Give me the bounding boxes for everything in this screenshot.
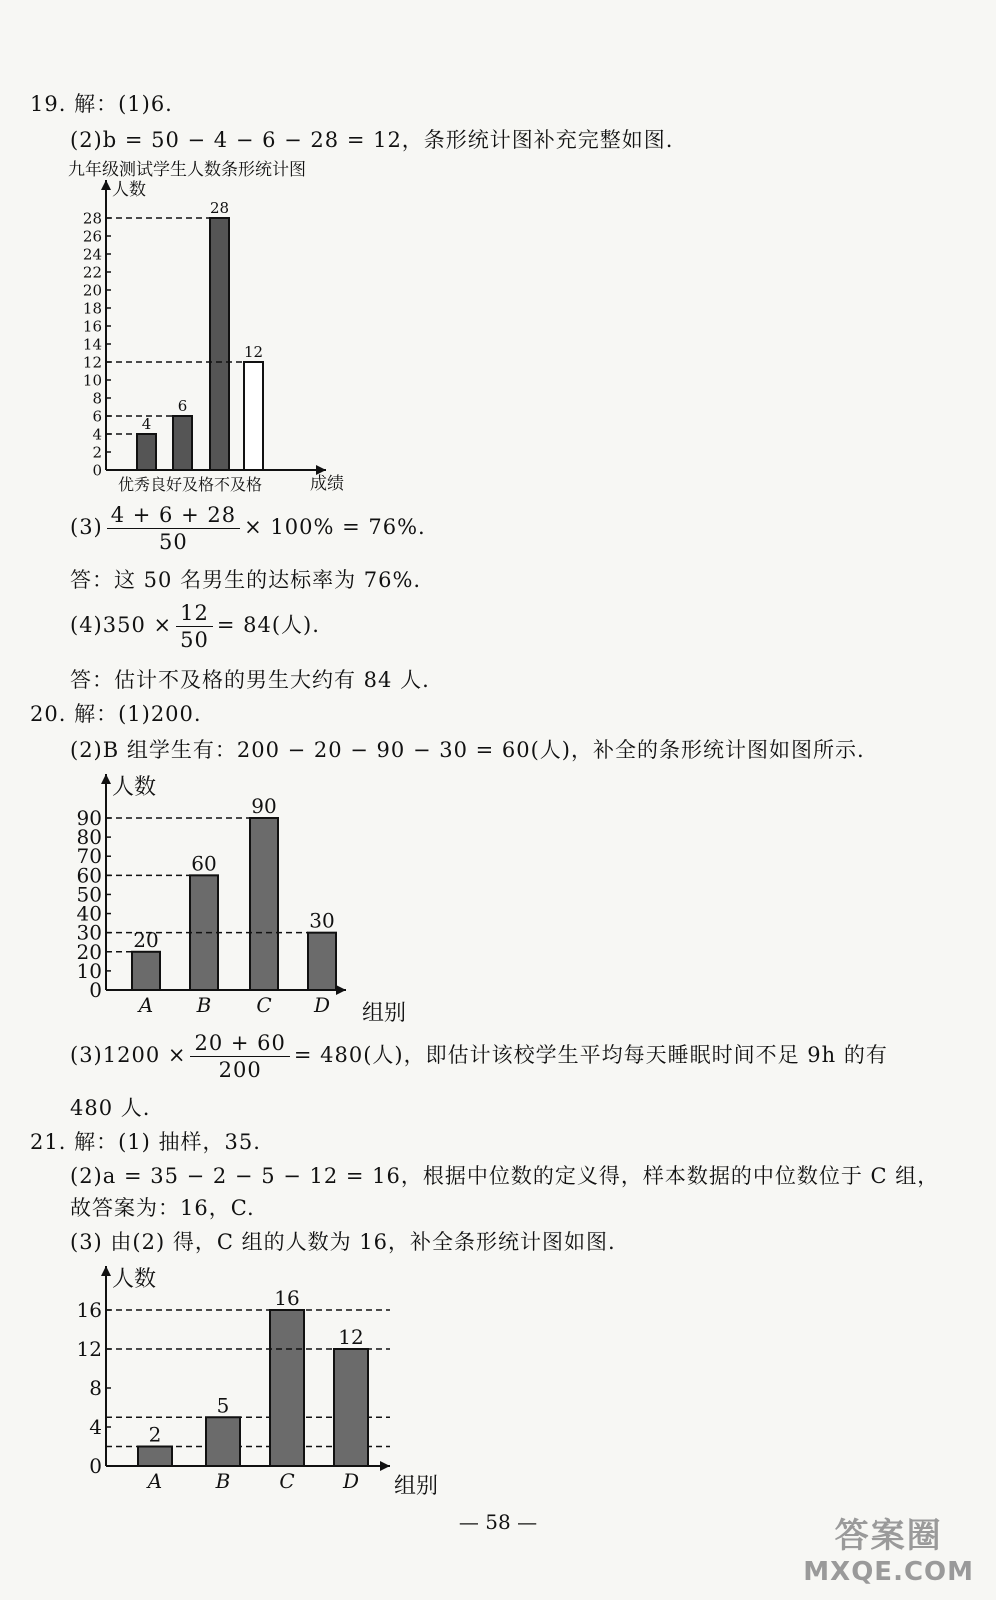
- watermark-line1: 答案圈: [834, 1516, 943, 1556]
- y-tick-label: 40: [76, 901, 102, 926]
- q20-line3-prefix: (3)1200 ×: [70, 1043, 187, 1067]
- q20-line2: (2)B 组学生有：200 − 20 − 90 − 30 = 60(人)，补全的条形统计图如图所示.: [70, 738, 865, 762]
- data-label: 28: [209, 199, 230, 217]
- y-tick-label: 50: [76, 882, 102, 907]
- bar-B: [206, 1417, 240, 1466]
- data-label: 12: [243, 343, 264, 361]
- y-tick-label: 20: [82, 281, 102, 300]
- q21-line1: 21. 解：(1) 抽样，35.: [30, 1130, 261, 1154]
- data-label: 5: [216, 1393, 230, 1418]
- q19-fraction-1-den: 50: [159, 530, 188, 554]
- q19-fraction-2-den: 50: [180, 628, 209, 652]
- y-tick-label: 90: [76, 806, 102, 830]
- y-tick-label: 4: [92, 425, 102, 444]
- q19-fraction-2-num: 12: [176, 600, 213, 627]
- y-tick-label: 60: [76, 863, 102, 888]
- x-category-label: C: [256, 993, 272, 1017]
- y-axis-label: 人数: [112, 1267, 157, 1292]
- q19-line5-suffix: = 84(人).: [216, 613, 320, 637]
- chart-title: 九年级测试学生人数条形统计图: [68, 160, 306, 180]
- y-tick-label: 0: [92, 461, 102, 480]
- bar-C: [270, 1310, 304, 1466]
- q19-line4: 答：这 50 名男生的达标率为 76%.: [70, 568, 422, 592]
- y-tick-label: 4: [89, 1415, 102, 1439]
- q21-line4: (3) 由(2) 得，C 组的人数为 16，补全条形统计图如图.: [70, 1230, 616, 1254]
- y-tick-label: 18: [82, 299, 102, 318]
- data-label: 20: [133, 927, 159, 952]
- watermark-logo: [803, 1508, 974, 1587]
- x-category-labels: 优秀良好及格不及格: [118, 475, 263, 494]
- y-axis-arrow: [101, 1266, 111, 1276]
- q20-line1: 20. 解：(1)200.: [30, 702, 202, 726]
- x-category-label: B: [196, 993, 212, 1017]
- x-axis-label: 组别: [394, 1474, 439, 1499]
- bar-D: [334, 1349, 368, 1466]
- x-category-label: D: [313, 993, 331, 1017]
- q19-line2: (2)b = 50 − 4 − 6 − 28 = 12，条形统计图补充完整如图.: [70, 128, 674, 152]
- y-tick-label: 26: [82, 227, 102, 246]
- y-tick-label: 12: [82, 353, 102, 372]
- data-label: 4: [141, 415, 152, 433]
- q19-fraction-1-num: 4 + 6 + 28: [107, 502, 240, 529]
- y-tick-label: 70: [76, 844, 102, 869]
- data-label: 2: [148, 1422, 162, 1447]
- data-label: 6: [177, 397, 188, 415]
- x-category-label: A: [147, 1469, 163, 1493]
- x-category-label: D: [342, 1469, 360, 1493]
- y-tick-label: 6: [92, 407, 102, 426]
- y-tick-label: 80: [76, 825, 102, 850]
- x-category-label: A: [138, 993, 154, 1017]
- y-tick-label: 0: [89, 1454, 102, 1478]
- y-tick-label: 12: [76, 1337, 102, 1361]
- bar-A: [138, 1447, 172, 1467]
- y-tick-label: 28: [82, 209, 102, 228]
- y-tick-label: 30: [76, 920, 102, 945]
- y-tick-label: 8: [92, 389, 102, 408]
- q20-line4: 480 人.: [70, 1096, 151, 1120]
- y-tick-label: 14: [82, 335, 102, 354]
- data-label: 60: [191, 851, 217, 876]
- page-number: — 58 —: [458, 1510, 538, 1534]
- y-axis-label: 人数: [112, 775, 157, 800]
- y-tick-label: 16: [82, 317, 102, 336]
- x-category-label: B: [215, 1469, 231, 1493]
- data-label: 90: [251, 794, 277, 818]
- y-tick-label: 10: [82, 371, 102, 390]
- watermark-line2: MXQE.COM: [803, 1557, 974, 1587]
- y-tick-label: 24: [82, 245, 102, 264]
- q21-line2: (2)a = 35 − 2 − 5 − 12 = 16，根据中位数的定义得，样本数据的中位数位于 C 组，: [70, 1164, 940, 1188]
- q19-line3-suffix: × 100% = 76%.: [244, 515, 426, 539]
- q21-line3: 故答案为：16，C.: [70, 1196, 255, 1220]
- x-axis-arrow: [380, 1461, 390, 1471]
- q20-fraction-den: 200: [218, 1058, 262, 1082]
- q19-line3-prefix: (3): [70, 515, 103, 539]
- data-label: 16: [274, 1286, 300, 1310]
- y-tick-label: 8: [89, 1376, 102, 1400]
- q20-line3-suffix: = 480(人)，即估计该校学生平均每天睡眠时间不足 9h 的有: [293, 1043, 888, 1067]
- data-label: 12: [338, 1325, 364, 1349]
- x-axis-label: 组别: [362, 1001, 407, 1026]
- x-category-label: C: [279, 1469, 295, 1493]
- y-tick-label: 10: [76, 958, 102, 983]
- y-tick-label: 22: [82, 263, 102, 282]
- data-label: 30: [309, 908, 335, 933]
- q20-fraction-num: 20 + 60: [190, 1030, 289, 1057]
- q19-line5-prefix: (4)350 ×: [70, 613, 173, 637]
- x-axis-label: 成绩: [310, 474, 344, 494]
- q19-line6: 答：估计不及格的男生大约有 84 人.: [70, 668, 430, 692]
- y-tick-label: 0: [89, 978, 102, 1002]
- q19-line1: 19. 解：(1)6.: [30, 92, 173, 116]
- y-tick-label: 2: [92, 443, 102, 462]
- y-axis-label: 人数: [112, 180, 146, 200]
- y-tick-label: 20: [76, 939, 102, 964]
- y-tick-label: 16: [76, 1298, 102, 1322]
